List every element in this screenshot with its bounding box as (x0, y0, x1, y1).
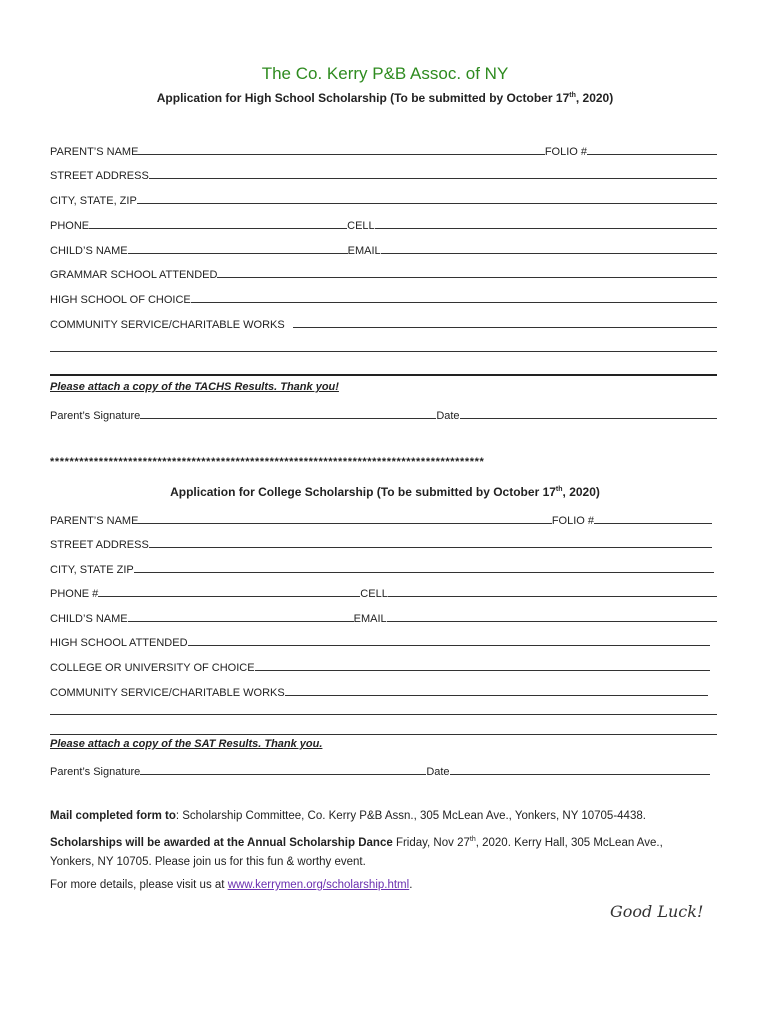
mail-label: Mail completed form to (50, 810, 176, 822)
col-parent-name-label: PARENT’S NAME (50, 515, 139, 527)
hs-child-row (50, 241, 717, 257)
col-community-row (50, 683, 708, 699)
hs-parent-row (50, 142, 717, 158)
col-date-label: Date (426, 766, 450, 778)
col-community-field[interactable] (285, 695, 708, 696)
organization-title: The Co. Kerry P&B Assoc. of NY (261, 64, 509, 83)
hs-city-field[interactable] (137, 203, 717, 204)
col-community-line-2[interactable] (50, 714, 717, 715)
awards-label: Scholarships will be awarded at the Annual Scholarship Dance (50, 837, 393, 849)
hs-folio-label: FOLIO # (544, 146, 587, 158)
hs-grammar-field[interactable] (217, 277, 717, 278)
hs-community-label: COMMUNITY SERVICE/CHARITABLE WORKS (50, 319, 285, 331)
high-school-heading-year: , 2020) (575, 91, 614, 105)
hs-community-field[interactable] (293, 327, 717, 328)
col-college-choice-field[interactable] (255, 670, 710, 671)
hs-child-name-field[interactable] (128, 253, 348, 254)
hs-parent-name-label: PARENT’S NAME (50, 146, 139, 158)
awards-info (50, 834, 720, 872)
hs-street-label: STREET ADDRESS (50, 170, 149, 182)
col-phone-row (50, 584, 717, 600)
hs-grammar-row (50, 265, 717, 281)
col-cell-label: CELL (360, 588, 388, 600)
col-signature-row (50, 762, 710, 778)
college-heading (0, 485, 770, 499)
scholarship-link[interactable]: www.kerrymen.org/scholarship.html (227, 879, 410, 891)
col-street-label: STREET ADDRESS (50, 539, 149, 551)
hs-city-row (50, 191, 717, 207)
college-heading-sup: th (555, 486, 563, 493)
awards-sup: th (469, 836, 476, 844)
section-separator: ***************************************************************************************** (50, 456, 485, 468)
hs-signature-label: Parent’s Signature (50, 410, 141, 422)
hs-community-line-2[interactable] (50, 351, 717, 352)
col-parent-row (50, 511, 712, 527)
awards-line-2: Yonkers, NY 10705. Please join us for this fun & worthy event. (50, 856, 366, 868)
awards-text-post: , 2020. Kerry Hall, 305 McLean Ave., (475, 837, 663, 849)
hs-date-field[interactable] (460, 418, 717, 419)
col-email-field[interactable] (387, 621, 717, 622)
col-signature-label: Parent’s Signature (50, 766, 141, 778)
hs-choice-row (50, 290, 717, 306)
col-community-line-3[interactable] (50, 734, 717, 735)
col-hs-row (50, 633, 710, 649)
col-parent-name-field[interactable] (138, 523, 551, 524)
hs-email-label: EMAIL (347, 245, 381, 257)
hs-choice-label: HIGH SCHOOL OF CHOICE (50, 294, 191, 306)
col-street-row (50, 535, 712, 551)
hs-date-label: Date (436, 410, 460, 422)
col-hs-attended-field[interactable] (188, 645, 710, 646)
hs-child-name-label: CHILD’S NAME (50, 245, 128, 257)
col-signature-field[interactable] (140, 774, 426, 775)
high-school-heading (0, 91, 770, 105)
hs-signature-field[interactable] (140, 418, 436, 419)
col-community-label: COMMUNITY SERVICE/CHARITABLE WORKS (50, 687, 285, 699)
high-school-heading-sup: th (569, 92, 576, 99)
hs-community-line-3[interactable] (50, 374, 717, 376)
col-folio-field[interactable] (594, 523, 712, 524)
col-child-name-field[interactable] (128, 621, 354, 622)
college-heading-text: Application for College Scholarship (To be submitted by October 17 (170, 485, 556, 499)
col-phone-label: PHONE # (50, 588, 99, 600)
col-street-field[interactable] (149, 547, 712, 548)
hs-phone-field[interactable] (89, 228, 347, 229)
col-child-name-label: CHILD’S NAME (50, 613, 128, 625)
hs-parent-name-field[interactable] (138, 154, 544, 155)
hs-community-row (50, 315, 717, 331)
col-email-label: EMAIL (353, 613, 387, 625)
details-period: . (409, 879, 413, 891)
col-date-field[interactable] (450, 774, 710, 775)
hs-attach-note: Please attach a copy of the TACHS Results. Thank you! (50, 381, 339, 393)
hs-cell-field[interactable] (375, 228, 717, 229)
col-college-choice-label: COLLEGE OR UNIVERSITY OF CHOICE (50, 662, 255, 674)
hs-cell-label: CELL (347, 220, 375, 232)
col-city-label: CITY, STATE ZIP (50, 564, 134, 576)
hs-signature-row (50, 406, 717, 422)
col-folio-label: FOLIO # (551, 515, 594, 527)
col-cell-field[interactable] (388, 596, 717, 597)
col-city-field[interactable] (134, 572, 714, 573)
col-choice-row (50, 658, 710, 674)
col-phone-field[interactable] (98, 596, 360, 597)
hs-email-field[interactable] (381, 253, 717, 254)
mail-text: : Scholarship Committee, Co. Kerry P&B Assn., 305 McLean Ave., Yonkers, NY 10705-4438. (175, 810, 646, 822)
hs-phone-label: PHONE (50, 220, 90, 232)
hs-grammar-label: GRAMMAR SCHOOL ATTENDED (50, 269, 218, 281)
mail-instructions (50, 807, 720, 826)
hs-folio-field[interactable] (587, 154, 717, 155)
good-luck-signoff: Good Luck! (610, 902, 704, 921)
hs-street-field[interactable] (149, 178, 717, 179)
col-hs-attended-label: HIGH SCHOOL ATTENDED (50, 637, 188, 649)
awards-text: Friday, Nov 27 (392, 837, 470, 849)
college-heading-year: , 2020) (562, 485, 600, 499)
col-attach-note: Please attach a copy of the SAT Results. Thank you. (50, 738, 323, 750)
col-child-row (50, 609, 717, 625)
details-info (50, 876, 720, 895)
hs-street-row (50, 166, 717, 182)
hs-city-label: CITY, STATE, ZIP (50, 195, 137, 207)
hs-phone-row (50, 216, 717, 232)
col-city-row (50, 560, 714, 576)
hs-choice-field[interactable] (191, 302, 717, 303)
high-school-heading-text: Application for High School Scholarship (To be submitted by October 17 (156, 91, 570, 105)
details-text: For more details, please visit us at (50, 879, 228, 891)
